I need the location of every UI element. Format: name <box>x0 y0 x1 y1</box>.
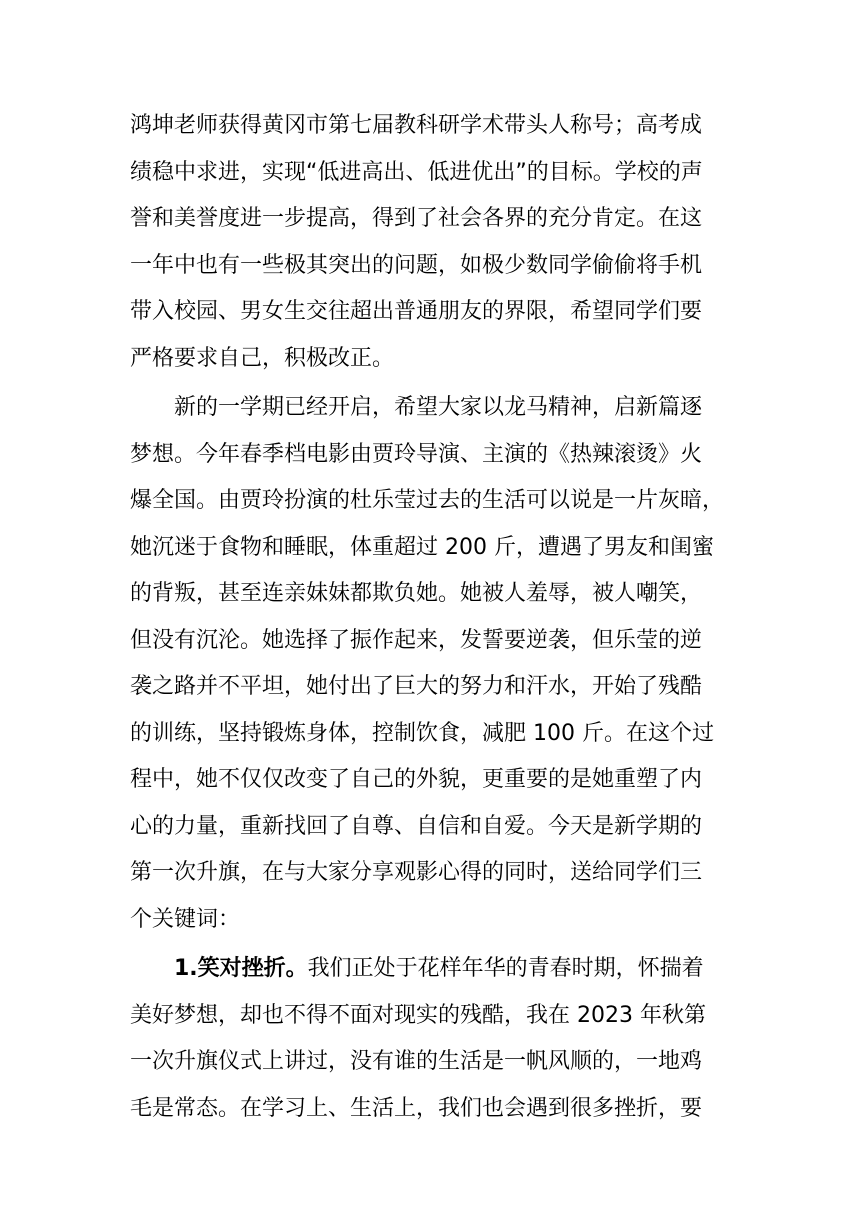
text-line: 她沉迷于食物和睡眠，体重超过 200 斤，遭遇了男友和闺蜜 <box>130 534 714 560</box>
text-line: 毛是常态。在学习上、生活上，我们也会遇到很多挫折，要 <box>130 1095 703 1121</box>
text-line: 誉和美誉度进一步提高，得到了社会各界的充分肯定。在这 <box>130 206 703 231</box>
text-run: 我们正处于花样年华的青春时期，怀揣着 <box>307 956 704 981</box>
text-line: 第一次升旗，在与大家分享观影心得的同时，送给同学们三 <box>130 860 703 885</box>
text-line: 袭之路并不平坦，她付出了巨大的努力和汗水，开始了残酷 <box>130 674 703 699</box>
text-line <box>130 946 730 993</box>
text-line: 鸿坤老师获得黄冈市第七届教科研学术带头人称号；高考成 <box>130 113 703 138</box>
text-line: 的训练，坚持锻炼身体，控制饮食，减肥 100 斤。在这个过 <box>130 720 714 746</box>
text-line: 新的一学期已经开启，希望大家以龙马精神，启新篇逐 <box>174 395 703 420</box>
text-line: 爆全国。由贾玲扮演的杜乐莹过去的生活可以说是一片灰暗， <box>130 488 725 513</box>
paragraph-3 <box>130 946 730 1132</box>
text-line: 一年中也有一些极其突出的问题，如极少数同学偷偷将手机 <box>130 252 703 278</box>
text-line: 一次升旗仪式上讲过，没有谁的生活是一帆风顺的，一地鸡 <box>130 1049 703 1074</box>
text-line: 美好梦想，却也不得不面对现实的残酷，我在 2023 年秋第 <box>130 1002 706 1028</box>
document-body <box>130 103 730 1132</box>
text-line: 严格要求自己，积极改正。 <box>130 345 395 371</box>
text-line: 个关键词： <box>130 906 241 932</box>
section-heading: 1.笑对挫折。 <box>174 956 308 981</box>
paragraph-2 <box>130 385 730 943</box>
text-line: 带入校园、男女生交往超出普通朋友的界限，希望同学们要 <box>130 299 703 324</box>
text-line: 心的力量，重新找回了自尊、自信和自爱。今天是新学期的 <box>130 813 703 839</box>
text-line: 绩稳中求进，实现“低进高出、低进优出”的目标。学校的声 <box>130 159 703 185</box>
paragraph-1 <box>130 103 730 382</box>
text-line: 的背叛，甚至连亲妹妹都欺负她。她被人羞辱，被人嘲笑， <box>130 581 703 606</box>
text-line: 梦想。今年春季档电影由贾玲导演、主演的《热辣滚烫》火 <box>130 441 703 467</box>
text-line: 但没有沉沦。她选择了振作起来，发誓要逆袭，但乐莹的逆 <box>130 627 703 653</box>
text-line: 程中，她不仅仅改变了自己的外貌，更重要的是她重塑了内 <box>130 767 703 792</box>
